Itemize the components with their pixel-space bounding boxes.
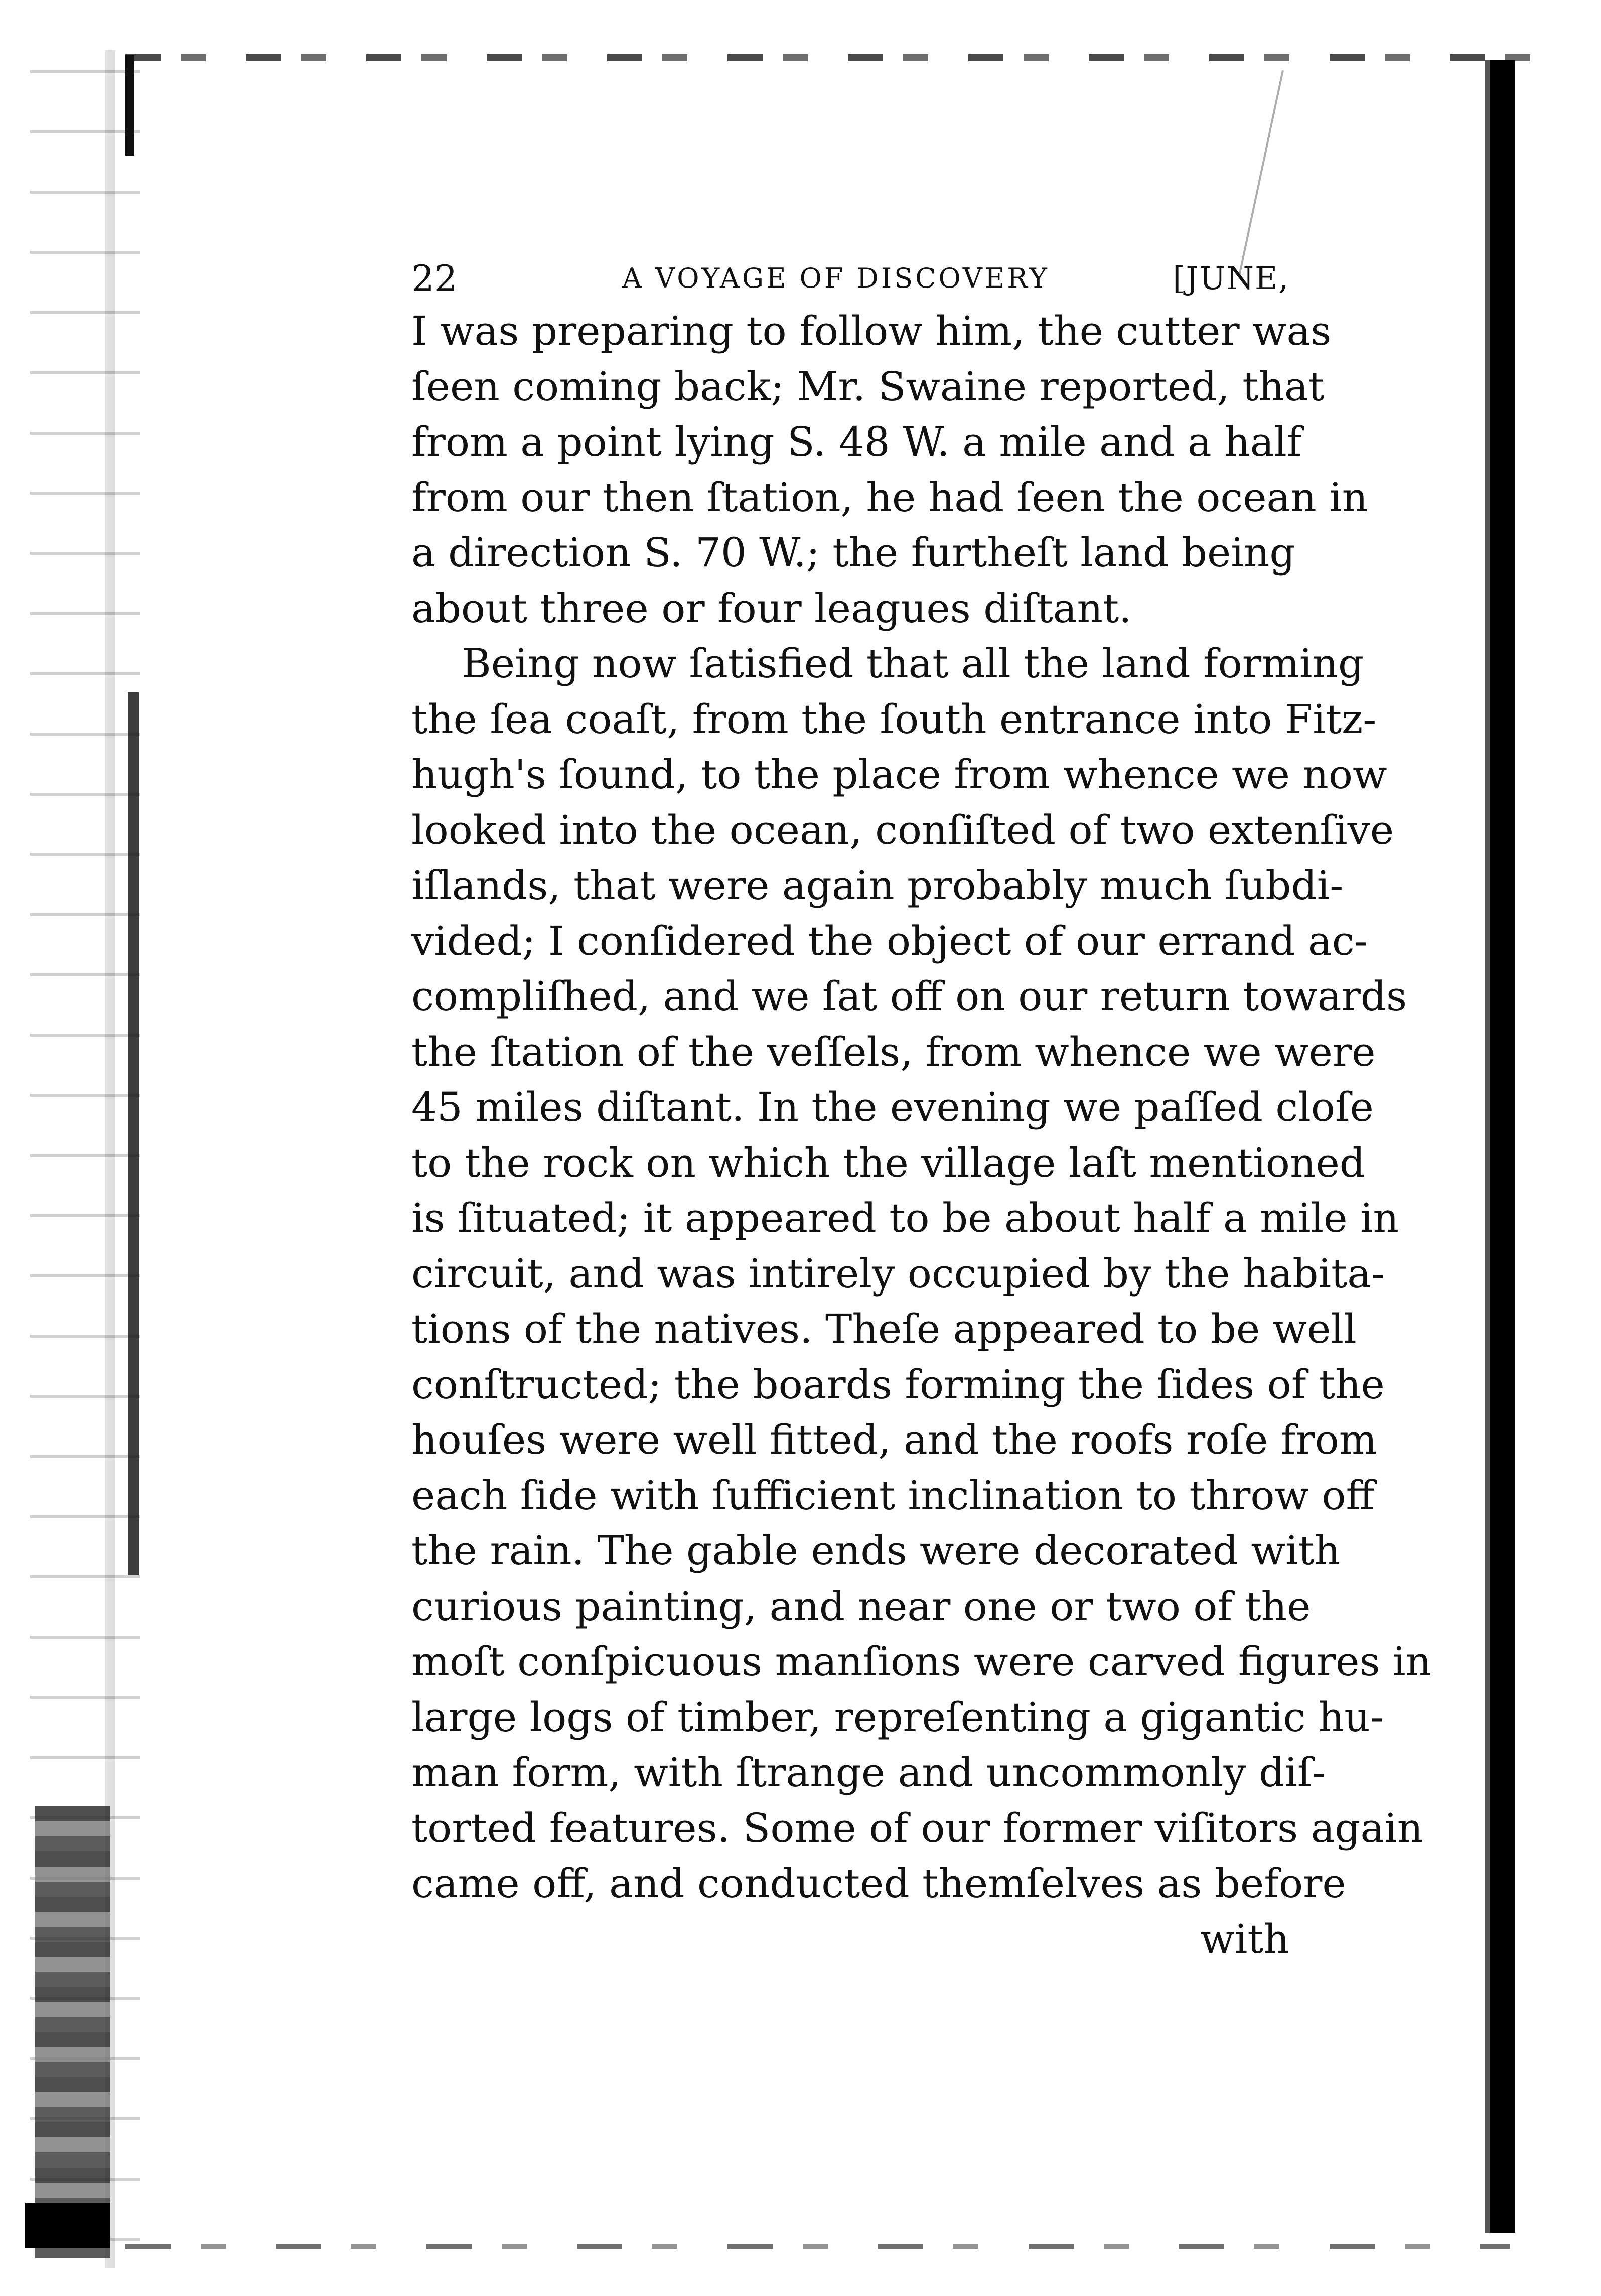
scan-left-lower-shadow [35,1806,110,2258]
text-line: from our then ſtation, he had ſeen the ocean in [411,474,1368,521]
text-line: is ſituated; it appeared to be about half a mile in [411,1195,1399,1241]
running-title: A VOYAGE OF DISCOVERY [622,262,1050,294]
text-block [411,253,1432,1967]
text-line: compliſhed, and we ſat off on our return towards [411,973,1407,1020]
scan-corner-block [25,2203,110,2248]
text-line: tions of the natives. Theſe appeared to be well [411,1306,1357,1352]
text-line: 45 miles diſtant. In the evening we paſſed cloſe [411,1084,1374,1130]
text-line: ſeen coming back; Mr. Swaine reported, that [411,363,1325,410]
scan-border-top [125,54,1550,61]
text-line: the ſea coaſt, from the ſouth entrance into Fitz- [411,695,1377,743]
text-line: circuit, and was intirely occupied by the habita- [411,1250,1385,1297]
catchword: with [1200,1915,1289,1962]
body-text [411,304,1432,1967]
scan-left-binding-shadow [128,692,139,1575]
text-line: Being now ſatisfied that all the land forming [462,640,1364,687]
text-line: large logs of timber, repreſenting a gigantic hu- [411,1693,1384,1741]
scan-border-bottom [125,2244,1510,2249]
text-line: moſt conſpicuous manſions were carved figures in [411,1638,1432,1685]
text-line: conſtructed; the boards forming the ſides of the [411,1361,1385,1408]
running-date: [JUNE, [1173,260,1289,297]
text-line: I was preparing to follow him, the cutter was [411,308,1332,354]
text-line: curious painting, and near one or two of the [411,1583,1311,1630]
text-line: torted features. Some of our former viſitors again [411,1804,1423,1851]
text-line: came off, and conducted themſelves as before [411,1860,1346,1907]
text-line: the ſtation of the veſſels, from whence we were [411,1028,1376,1075]
text-line: iſlands, that were again probably much ſubdi- [411,862,1344,909]
text-line: to the rock on which the village laſt mentioned [411,1139,1366,1186]
running-header [411,253,1289,304]
text-line: each ſide with ſufficient inclination to throw off [411,1472,1375,1519]
text-line: a direction S. 70 W.; the furtheſt land being [411,529,1295,576]
text-line: man form, with ſtrange and uncommonly diſ- [411,1749,1326,1796]
text-line: the rain. The gable ends were decorated with [411,1527,1341,1574]
scan-left-mark [125,55,134,156]
text-line: hugh's ſound, to the place from whence we now [411,751,1387,798]
text-line: about three or four leagues diſtant. [411,585,1132,632]
text-line: from a point lying S. 48 W. a mile and a half [411,418,1302,465]
text-line: houſes were well fitted, and the roofs roſe from [411,1416,1377,1463]
text-line: looked into the ocean, conſiſted of two extenſive [411,806,1394,853]
text-line: vided; I conſidered the object of our errand ac- [411,917,1368,964]
scan-right-edge [1485,60,1515,2233]
page-number: 22 [411,257,458,300]
scan-thin-line [1238,70,1284,277]
